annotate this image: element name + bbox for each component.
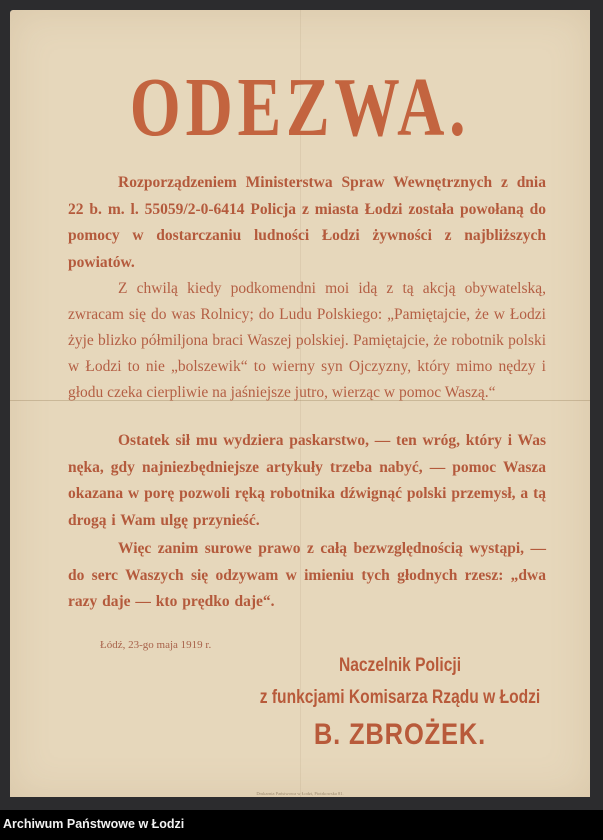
poster-title: ODEZWA. [129, 61, 471, 154]
poster-sheet [10, 10, 590, 797]
signature-name: B. ZBROŻEK. [313, 718, 487, 751]
signature-title: Naczelnik Policji [338, 655, 462, 676]
signature-function: z funkcjami Komisarza Rządu w Łodzi [259, 687, 541, 708]
caption-bar [0, 810, 603, 840]
paragraph-1: Rozporządzeniem Ministerstwa Spraw Wewnętrznych z dnia 22 b. m. l. 55059/2-0-6414 Policja z miasta Łodzi została powołaną do pomocy w dostarczaniu ludności Łodzi żywności z najbliższych powiatów. [68, 174, 546, 271]
archive-caption: Archiwum Państwowe w Łodzi [3, 817, 185, 831]
paragraph-3: Ostatek sił mu wydziera paskarstwo, — ten wróg, który i Was nęka, gdy najniezbędniejsze artykuły trzeba nabyć, — pomoc Wasza okazana w porę pozwoli ręką robotnika dźwignąć polski przemysł, a tą drogą i Wam ulgę przynieść. [68, 432, 546, 529]
paragraph-4: Więc zanim surowe prawo z całą bezwzględnością wystąpi, — do serc Waszych się odzywam w imieniu tych głodnych rzesz: „dwa razy daje — kto prędko daje“. [68, 540, 546, 610]
printer-imprint: Drukarnia Państwowa w Łodzi, Piotrkowska 81. [256, 791, 344, 796]
paragraph-2: Z chwilą kiedy podkomendni moi idą z tą akcją obywatelską, zwracam się do was Rolnicy; do Ludu Polskiego: „Pamiętajcie, że w Łodzi żyje blizko półmiljona braci Waszej polskiej. Pamiętajcie, że robotnik polski w Łodzi to nie „bolszewik“ to wierny syn Ojczyzny, który mimo nędzy i głodu czeka cierpliwie na jaśniejsze jutro, wierząc w pomoc Waszą.“ [68, 280, 546, 401]
date-line: Łódź, 23-go maja 1919 r. [100, 639, 212, 651]
